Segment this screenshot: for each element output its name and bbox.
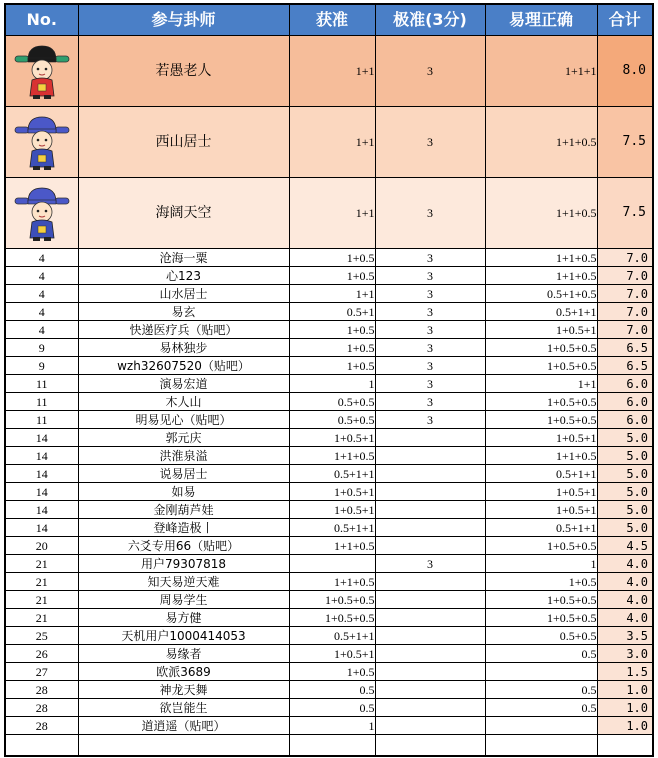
empty-cell: [78, 735, 289, 757]
score-approved: 1+1: [289, 36, 375, 107]
score-total: 3.5: [597, 627, 653, 645]
table-row: [5, 681, 653, 699]
rank-number: 28: [5, 699, 78, 717]
score-very-accurate: 3: [375, 375, 485, 393]
score-very-accurate: [375, 483, 485, 501]
score-approved: 1: [289, 717, 375, 735]
score-approved: 1+1: [289, 178, 375, 249]
score-total: 4.0: [597, 555, 653, 573]
score-theory: 1+0.5+1: [485, 429, 597, 447]
score-total: 4.0: [597, 591, 653, 609]
score-approved: 0.5+1+1: [289, 465, 375, 483]
score-total: 7.0: [597, 267, 653, 285]
score-approved: 1+1+0.5: [289, 447, 375, 465]
score-very-accurate: 3: [375, 107, 485, 178]
score-approved: 1+0.5: [289, 249, 375, 267]
table-row: [5, 339, 653, 357]
participant-name: 演易宏道: [78, 375, 289, 393]
score-very-accurate: [375, 627, 485, 645]
participant-name: 易玄: [78, 303, 289, 321]
rank-number: 14: [5, 447, 78, 465]
rank-number: 4: [5, 285, 78, 303]
rank-number: 9: [5, 339, 78, 357]
score-theory: 1+0.5+0.5: [485, 357, 597, 375]
table-row: [5, 537, 653, 555]
table-row: [5, 483, 653, 501]
score-theory: 1+1+0.5: [485, 249, 597, 267]
score-very-accurate: [375, 609, 485, 627]
table-row: [5, 321, 653, 339]
score-very-accurate: [375, 429, 485, 447]
rank-number: 4: [5, 303, 78, 321]
score-theory: 0.5+1+1: [485, 519, 597, 537]
participant-name: 若愚老人: [78, 36, 289, 107]
participant-name: 说易居士: [78, 465, 289, 483]
score-total: 4.0: [597, 609, 653, 627]
participant-name: 欧派3689: [78, 663, 289, 681]
score-theory: 1+0.5+1: [485, 483, 597, 501]
score-very-accurate: [375, 501, 485, 519]
score-total: 7.0: [597, 285, 653, 303]
score-approved: 1+0.5+1: [289, 429, 375, 447]
participant-name: wzh32607520（贴吧）: [78, 357, 289, 375]
rank-number: 11: [5, 411, 78, 429]
rank-number: 28: [5, 681, 78, 699]
table-row: [5, 717, 653, 735]
rank-number: 27: [5, 663, 78, 681]
score-approved: 0.5+1+1: [289, 519, 375, 537]
table-row: [5, 393, 653, 411]
score-theory: 0.5: [485, 645, 597, 663]
table-row: [5, 267, 653, 285]
table-row: [5, 303, 653, 321]
score-very-accurate: 3: [375, 321, 485, 339]
score-theory: [485, 717, 597, 735]
table-row: [5, 501, 653, 519]
participant-name: 知天易逆天难: [78, 573, 289, 591]
participant-name: 用户79307818: [78, 555, 289, 573]
rank-number: 21: [5, 573, 78, 591]
score-very-accurate: 3: [375, 178, 485, 249]
participant-name: 六爻专用66（贴吧）: [78, 537, 289, 555]
rank-number: 20: [5, 537, 78, 555]
score-very-accurate: [375, 537, 485, 555]
score-approved: 1+0.5+1: [289, 501, 375, 519]
avatar: [5, 178, 78, 249]
participant-name: 欲岂能生: [78, 699, 289, 717]
score-total: 4.0: [597, 573, 653, 591]
score-theory: 1+0.5+0.5: [485, 339, 597, 357]
score-very-accurate: 3: [375, 303, 485, 321]
top-rank-row: [5, 107, 653, 178]
score-approved: 1+0.5: [289, 339, 375, 357]
score-approved: 0.5+0.5: [289, 393, 375, 411]
rank-number: 21: [5, 555, 78, 573]
rank-number: 14: [5, 465, 78, 483]
participant-name: 道逍遥（贴吧）: [78, 717, 289, 735]
participant-name: 海阔天空: [78, 178, 289, 249]
participant-name: 沧海一粟: [78, 249, 289, 267]
score-very-accurate: 3: [375, 339, 485, 357]
rank-number: 9: [5, 357, 78, 375]
table-row: [5, 645, 653, 663]
score-theory: 1+0.5: [485, 573, 597, 591]
score-approved: 1+0.5+1: [289, 645, 375, 663]
score-very-accurate: [375, 681, 485, 699]
score-theory: 1+1+0.5: [485, 447, 597, 465]
table-row: [5, 591, 653, 609]
rank-number: 21: [5, 591, 78, 609]
header-total: 合计: [597, 4, 653, 36]
table-row: [5, 429, 653, 447]
participant-name: 山水居士: [78, 285, 289, 303]
score-total: 5.0: [597, 429, 653, 447]
score-theory: 1+1+0.5: [485, 267, 597, 285]
score-theory: 1+1+0.5: [485, 107, 597, 178]
score-theory: 1+1+0.5: [485, 178, 597, 249]
table-row: [5, 375, 653, 393]
score-total: 7.5: [597, 178, 653, 249]
score-total: 6.5: [597, 357, 653, 375]
score-very-accurate: 3: [375, 249, 485, 267]
score-very-accurate: 3: [375, 36, 485, 107]
participant-name: 如易: [78, 483, 289, 501]
score-approved: 1+0.5+0.5: [289, 591, 375, 609]
score-total: 6.0: [597, 393, 653, 411]
score-theory: 1+0.5+0.5: [485, 537, 597, 555]
rank-number: 4: [5, 249, 78, 267]
table-row: [5, 357, 653, 375]
table-row: [5, 573, 653, 591]
table-row: [5, 519, 653, 537]
score-theory: 0.5+0.5: [485, 627, 597, 645]
empty-cell: [485, 735, 597, 757]
header-col3: 易理正确: [485, 4, 597, 36]
score-approved: 1+0.5: [289, 357, 375, 375]
score-theory: 1+0.5+0.5: [485, 609, 597, 627]
score-very-accurate: 3: [375, 555, 485, 573]
score-very-accurate: 3: [375, 267, 485, 285]
score-approved: 1+0.5: [289, 321, 375, 339]
score-approved: 1+0.5+1: [289, 483, 375, 501]
participant-name: 西山居士: [78, 107, 289, 178]
score-total: 7.0: [597, 303, 653, 321]
participant-name: 心123: [78, 267, 289, 285]
score-approved: 1+0.5: [289, 663, 375, 681]
score-total: 5.0: [597, 519, 653, 537]
score-approved: [289, 555, 375, 573]
score-very-accurate: [375, 645, 485, 663]
score-total: 5.0: [597, 447, 653, 465]
score-theory: 0.5+1+1: [485, 465, 597, 483]
participant-name: 神龙天舞: [78, 681, 289, 699]
score-very-accurate: [375, 699, 485, 717]
score-theory: 1+0.5+0.5: [485, 411, 597, 429]
score-total: 7.0: [597, 321, 653, 339]
score-theory: 1: [485, 555, 597, 573]
score-total: 5.0: [597, 501, 653, 519]
score-very-accurate: 3: [375, 393, 485, 411]
score-theory: 0.5: [485, 681, 597, 699]
score-approved: 1+1+0.5: [289, 573, 375, 591]
rank-number: 26: [5, 645, 78, 663]
score-approved: 1+1+0.5: [289, 537, 375, 555]
score-very-accurate: 3: [375, 357, 485, 375]
score-approved: 1: [289, 375, 375, 393]
score-total: 1.0: [597, 681, 653, 699]
table-row: [5, 465, 653, 483]
participant-name: 洪淮泉溢: [78, 447, 289, 465]
table-row: [5, 447, 653, 465]
table-row: [5, 699, 653, 717]
empty-row: [5, 735, 653, 757]
score-very-accurate: [375, 591, 485, 609]
rank-number: 4: [5, 267, 78, 285]
score-approved: 0.5: [289, 681, 375, 699]
score-theory: 1+0.5+0.5: [485, 393, 597, 411]
header-no: No.: [5, 4, 78, 36]
participant-name: 明易见心（贴吧）: [78, 411, 289, 429]
score-total: 5.0: [597, 465, 653, 483]
score-very-accurate: [375, 663, 485, 681]
empty-cell: [375, 735, 485, 757]
table-row: [5, 555, 653, 573]
score-theory: 1+0.5+0.5: [485, 591, 597, 609]
score-theory: [485, 663, 597, 681]
score-theory: 1+1: [485, 375, 597, 393]
table-row: [5, 663, 653, 681]
score-approved: 1+0.5+0.5: [289, 609, 375, 627]
results-table: [4, 3, 654, 757]
table-row: [5, 609, 653, 627]
score-theory: 0.5: [485, 699, 597, 717]
rank-number: 14: [5, 483, 78, 501]
participant-name: 天机用户1000414053: [78, 627, 289, 645]
score-approved: 0.5+1+1: [289, 627, 375, 645]
empty-cell: [289, 735, 375, 757]
score-total: 5.0: [597, 483, 653, 501]
participant-name: 木人山: [78, 393, 289, 411]
score-very-accurate: [375, 717, 485, 735]
score-total: 7.0: [597, 249, 653, 267]
score-very-accurate: [375, 519, 485, 537]
participant-name: 易缘者: [78, 645, 289, 663]
avatar: [5, 107, 78, 178]
score-very-accurate: 3: [375, 411, 485, 429]
top-rank-row: [5, 36, 653, 107]
score-total: 6.0: [597, 411, 653, 429]
score-very-accurate: [375, 573, 485, 591]
score-approved: 1+0.5: [289, 267, 375, 285]
score-total: 1.0: [597, 699, 653, 717]
top-rank-row: [5, 178, 653, 249]
score-total: 6.0: [597, 375, 653, 393]
score-very-accurate: [375, 465, 485, 483]
participant-name: 金刚葫芦娃: [78, 501, 289, 519]
score-total: 1.5: [597, 663, 653, 681]
rank-number: 14: [5, 501, 78, 519]
score-approved: 0.5: [289, 699, 375, 717]
score-theory: 0.5+1+0.5: [485, 285, 597, 303]
rank-number: 28: [5, 717, 78, 735]
rank-number: 4: [5, 321, 78, 339]
rank-number: 14: [5, 429, 78, 447]
empty-cell: [597, 735, 653, 757]
score-total: 7.5: [597, 107, 653, 178]
participant-name: 快递医疗兵（贴吧）: [78, 321, 289, 339]
score-theory: 1+1+1: [485, 36, 597, 107]
score-theory: 1+0.5+1: [485, 501, 597, 519]
header-col1: 获准: [289, 4, 375, 36]
rank-number: 11: [5, 375, 78, 393]
participant-name: 登峰造极丨: [78, 519, 289, 537]
header-name: 参与卦师: [78, 4, 289, 36]
score-total: 8.0: [597, 36, 653, 107]
score-total: 6.5: [597, 339, 653, 357]
table-row: [5, 627, 653, 645]
table-row: [5, 249, 653, 267]
participant-name: 易方健: [78, 609, 289, 627]
score-very-accurate: [375, 447, 485, 465]
score-approved: 1+1: [289, 107, 375, 178]
header-col2: 极准(3分): [375, 4, 485, 36]
avatar: [5, 36, 78, 107]
score-total: 1.0: [597, 717, 653, 735]
header-row: [5, 4, 653, 36]
score-total: 3.0: [597, 645, 653, 663]
rank-number: 25: [5, 627, 78, 645]
participant-name: 易林独步: [78, 339, 289, 357]
table-row: [5, 285, 653, 303]
score-theory: 0.5+1+1: [485, 303, 597, 321]
empty-cell: [5, 735, 78, 757]
rank-number: 11: [5, 393, 78, 411]
score-total: 4.5: [597, 537, 653, 555]
rank-number: 21: [5, 609, 78, 627]
score-approved: 1+1: [289, 285, 375, 303]
score-very-accurate: 3: [375, 285, 485, 303]
score-theory: 1+0.5+1: [485, 321, 597, 339]
rank-number: 14: [5, 519, 78, 537]
participant-name: 郭元庆: [78, 429, 289, 447]
participant-name: 周易学生: [78, 591, 289, 609]
score-approved: 0.5+0.5: [289, 411, 375, 429]
table-row: [5, 411, 653, 429]
score-approved: 0.5+1: [289, 303, 375, 321]
